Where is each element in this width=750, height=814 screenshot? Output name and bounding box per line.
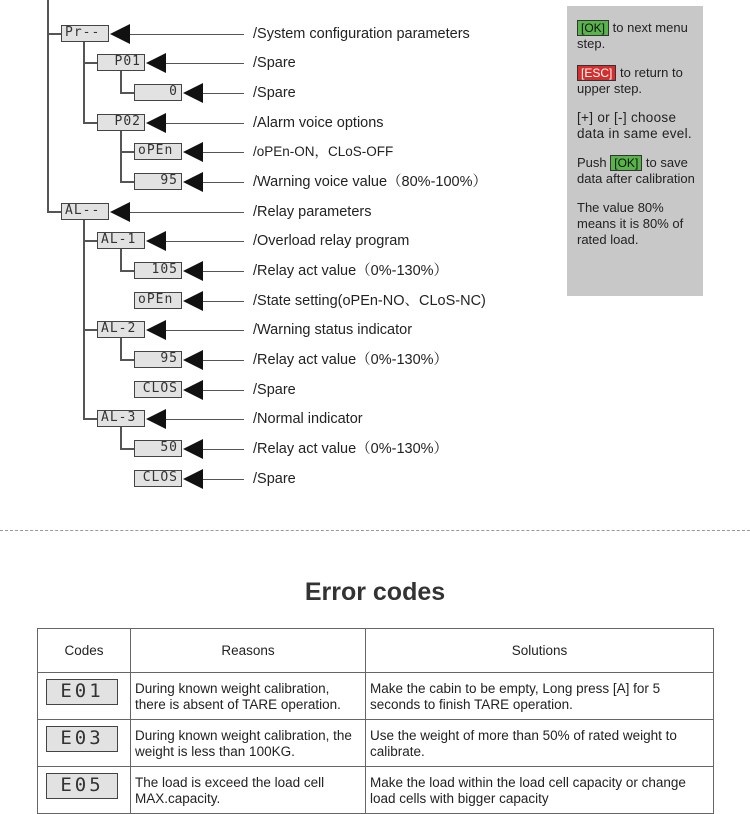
arrow-left-icon — [183, 380, 203, 400]
table-row — [38, 673, 714, 720]
esc-tag: [ESC] — [577, 65, 616, 81]
tree-label: /System configuration parameters — [253, 26, 470, 42]
lcd-p02: P02 — [97, 114, 145, 131]
tree-label: /Relay act value（0%-130%） — [253, 441, 449, 457]
error-codes-table — [37, 628, 714, 814]
error-code-display: E03 — [46, 726, 118, 752]
lcd-al-2-value: 95 — [134, 351, 182, 368]
note-line: The value 80% means it is 80% of rated load. — [577, 200, 684, 247]
arrow-left-icon — [146, 113, 166, 133]
tree-label: /Warning status indicator — [253, 322, 413, 338]
lcd-al-1-value: 105 — [134, 262, 182, 279]
page-title: Error codes — [304, 578, 446, 606]
tree-label: /Relay parameters — [253, 204, 372, 220]
arrow-left-icon — [183, 291, 203, 311]
column-header: Solutions — [366, 629, 714, 673]
arrow-left-icon — [146, 409, 166, 429]
tree-label: /oPEn-ON，CLoS-OFF — [253, 144, 394, 159]
lcd-p02-value: 95 — [134, 173, 182, 190]
arrow-left-icon — [183, 172, 203, 192]
lcd-al: AL-- — [61, 203, 109, 220]
error-code-display: E01 — [46, 679, 118, 705]
tree-label: /Spare — [253, 471, 296, 487]
reason-cell: During known weight calibration, the weight is less than 100KG. — [131, 720, 366, 767]
lcd-al-1-open: oPEn — [134, 292, 182, 309]
lcd-p02-open: oPEn — [134, 143, 182, 160]
arrow-left-icon — [146, 53, 166, 73]
tree-label: /Spare — [253, 55, 296, 71]
lcd-al-3: AL-3 — [97, 410, 145, 427]
note-line: to return to upper step. — [577, 65, 683, 96]
tree-label: /Spare — [253, 85, 296, 101]
lcd-pr: Pr-- — [61, 25, 109, 42]
ok-tag: [OK] — [577, 20, 609, 36]
note-line: Push — [577, 155, 607, 170]
tree-label: /Spare — [253, 382, 296, 398]
solution-cell: Make the cabin to be empty, Long press [A] for 5 seconds to finish TARE operation. — [366, 673, 714, 720]
lcd-p01-value: 0 — [134, 84, 182, 101]
lcd-p01: P01 — [97, 54, 145, 71]
tree-label: /State setting(oPEn-NO、CLoS-NC) — [253, 293, 486, 309]
reason-cell: During known weight calibration, there is absent of TARE operation. — [131, 673, 366, 720]
tree-label: /Normal indicator — [253, 411, 363, 427]
tree-label: /Alarm voice options — [253, 115, 384, 131]
table-row — [38, 720, 714, 767]
arrow-left-icon — [183, 350, 203, 370]
arrow-left-icon — [110, 202, 130, 222]
solution-cell: Make the load within the load cell capacity or change load cells with bigger capacity — [366, 767, 714, 814]
note-line: [+] or [-] choose data in same evel. — [577, 110, 692, 141]
error-code-display: E05 — [46, 773, 118, 799]
note-line: to next menu step. — [577, 20, 688, 51]
arrow-left-icon — [146, 320, 166, 340]
solution-cell: Use the weight of more than 50% of rated weight to calibrate. — [366, 720, 714, 767]
arrow-left-icon — [183, 261, 203, 281]
lcd-al-1: AL-1 — [97, 232, 145, 249]
instruction-note — [567, 6, 703, 296]
tree-label: /Warning voice value（80%-100%） — [253, 174, 487, 190]
lcd-al-2-clos: CLOS — [134, 381, 182, 398]
ok-tag: [OK] — [610, 155, 642, 171]
lcd-al-3-clos: CLOS — [134, 470, 182, 487]
table-header — [38, 629, 714, 673]
column-header: Codes — [38, 629, 131, 673]
note-line: to save data after calibration — [577, 155, 695, 186]
tree-label: /Overload relay program — [253, 233, 410, 249]
arrow-left-icon — [183, 469, 203, 489]
arrow-left-icon — [183, 83, 203, 103]
arrow-left-icon — [110, 24, 130, 44]
tree-label: /Relay act value（0%-130%） — [253, 352, 449, 368]
tree-label: /Relay act value（0%-130%） — [253, 263, 449, 279]
arrow-left-icon — [183, 142, 203, 162]
lcd-al-3-value: 50 — [134, 440, 182, 457]
column-header: Reasons — [131, 629, 366, 673]
arrow-left-icon — [146, 231, 166, 251]
section-divider — [0, 530, 750, 531]
arrow-left-icon — [183, 439, 203, 459]
table-row — [38, 767, 714, 814]
lcd-al-2: AL-2 — [97, 321, 145, 338]
reason-cell: The load is exceed the load cell MAX.capacity. — [131, 767, 366, 814]
